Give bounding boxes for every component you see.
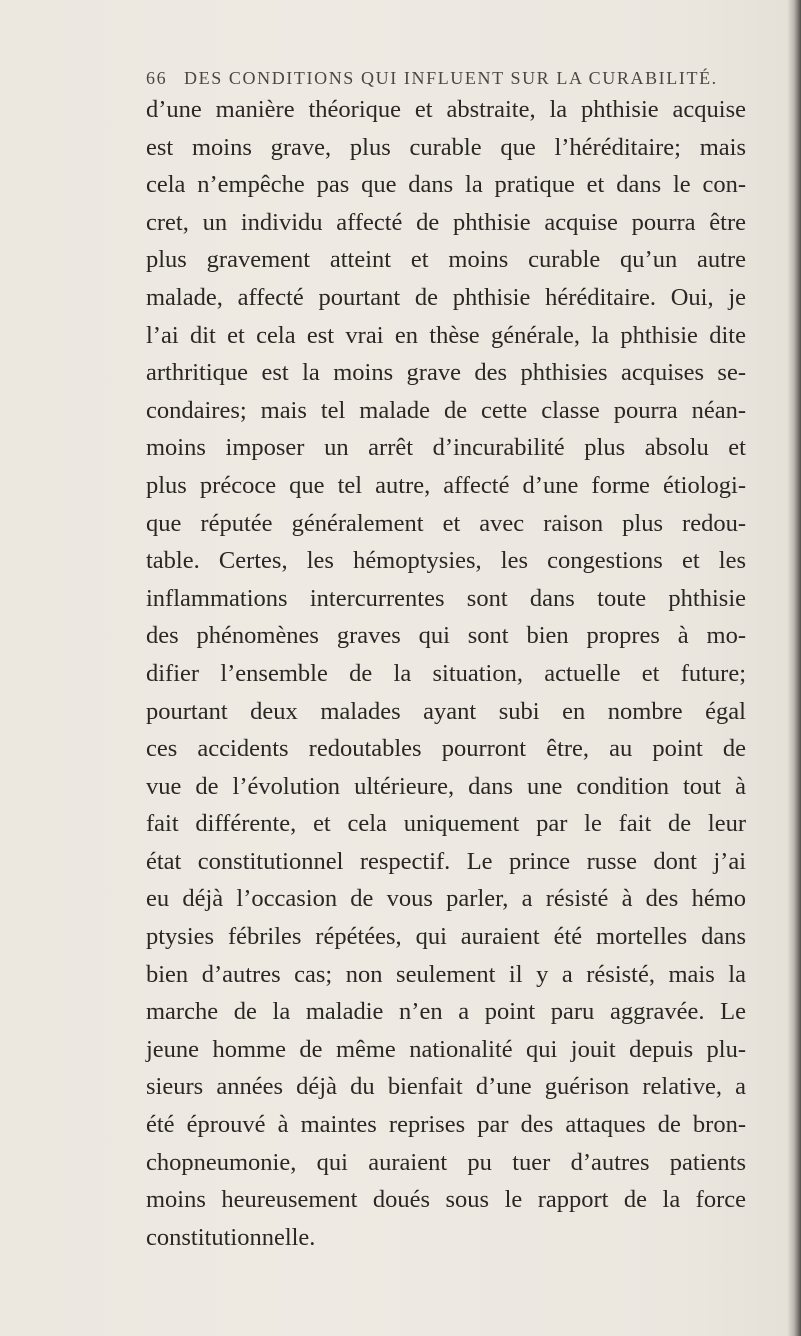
text-line: ces accidents redoutables pourront être, au point de	[146, 735, 746, 763]
text-line: ptysies fébriles répétées, qui auraient été mortelles dans	[146, 923, 746, 951]
text-line: état constitutionnel respectif. Le prince russe dont j’ai	[146, 847, 746, 875]
running-header	[146, 68, 746, 89]
running-title: DES CONDITIONS QUI INFLUENT SUR LA CURABILITÉ.	[184, 68, 718, 88]
body-text	[146, 91, 746, 1256]
text-line: cret, un individu affecté de phthisie acquise pourra être	[146, 208, 746, 236]
page-number: 66	[146, 68, 168, 88]
text-line: malade, affecté pourtant de phthisie héréditaire. Oui, je	[146, 283, 746, 311]
text-line: fait différente, et cela uniquement par le fait de leur	[146, 810, 746, 838]
text-line: vue de l’évolution ultérieure, dans une condition tout à	[146, 772, 746, 800]
text-line: l’ai dit et cela est vrai en thèse générale, la phthisie dite	[146, 321, 746, 349]
text-line: constitutionnelle.	[146, 1223, 316, 1251]
text-line: d’une manière théorique et abstraite, la phthisie acquise	[146, 96, 746, 123]
text-line: bien d’autres cas; non seulement il y a résisté, mais la	[146, 960, 746, 988]
text-line: marche de la maladie n’en a point paru aggravée. Le	[146, 998, 746, 1026]
text-line: plus gravement atteint et moins curable qu’un autre	[146, 246, 746, 274]
text-line: arthritique est la moins grave des phthisies acquises se-	[146, 359, 746, 387]
text-line: moins imposer un arrêt d’incurabilité plus absolu et	[146, 434, 746, 462]
text-line: sieurs années déjà du bienfait d’une guérison relative, a	[146, 1073, 746, 1101]
text-line: inflammations intercurrentes sont dans toute phthisie	[146, 584, 746, 612]
text-line: condaires; mais tel malade de cette classe pourra néan-	[146, 396, 746, 424]
text-line: été éprouvé à maintes reprises par des attaques de bron-	[146, 1111, 746, 1139]
text-line: est moins grave, plus curable que l’héréditaire; mais	[146, 133, 746, 161]
text-line: chopneumonie, qui auraient pu tuer d’autres patients	[146, 1148, 746, 1176]
text-line: table. Certes, les hémoptysies, les congestions et les	[146, 547, 746, 575]
text-line: pourtant deux malades ayant subi en nombre égal	[146, 697, 746, 725]
text-line: moins heureusement doués sous le rapport de la force	[146, 1186, 746, 1214]
page-edge-shadow	[787, 0, 801, 1336]
text-line: que réputée généralement et avec raison plus redou-	[146, 509, 746, 537]
text-line: des phénomènes graves qui sont bien propres à mo-	[146, 622, 746, 650]
text-line: cela n’empêche pas que dans la pratique et dans le con-	[146, 171, 746, 199]
text-line: eu déjà l’occasion de vous parler, a résisté à des hémo	[146, 885, 746, 913]
text-line: jeune homme de même nationalité qui jouit depuis plu-	[146, 1035, 746, 1063]
text-line: difier l’ensemble de la situation, actuelle et future;	[146, 659, 746, 687]
text-line: plus précoce que tel autre, affecté d’une forme étiologi-	[146, 471, 746, 499]
